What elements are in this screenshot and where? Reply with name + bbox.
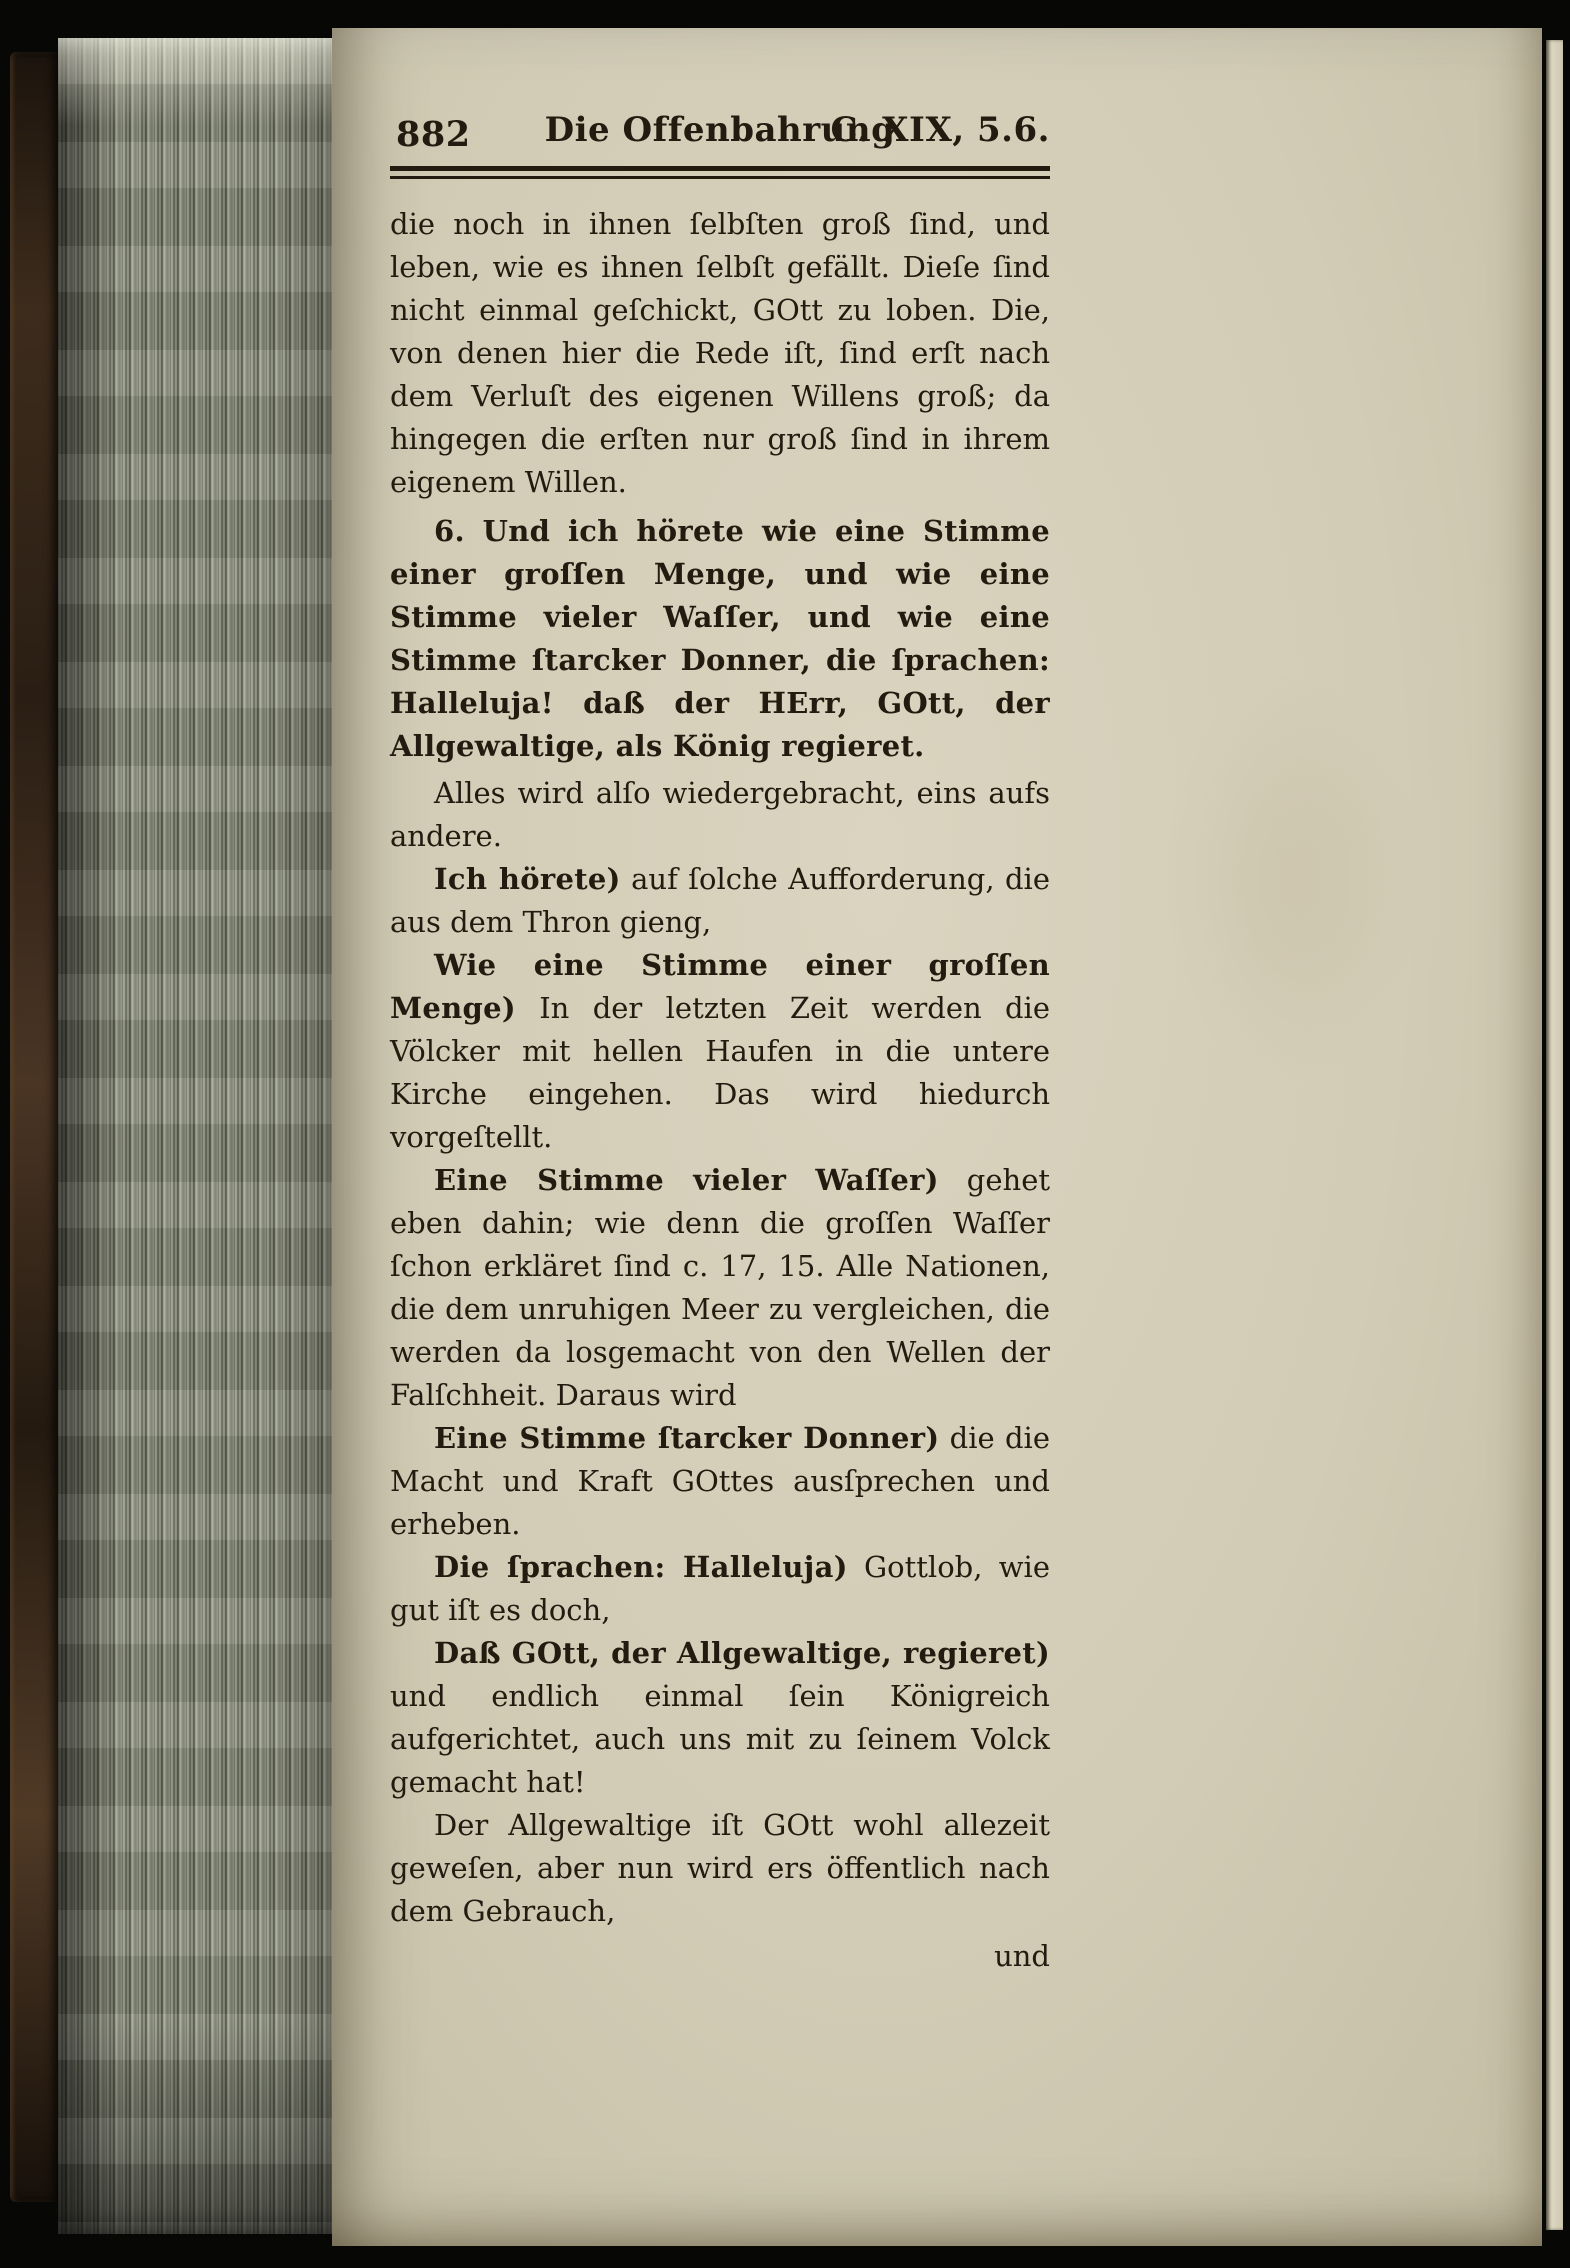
paragraph-text: gehet eben dahin; wie denn die groſſen Waſſer ſchon erkläret ſind c. 17, 15. Alle Nationen, die dem unruhigen Meer zu vergleichen, die werden da losgemacht von den Wellen der Falſchheit. Daraus wird bbox=[390, 1163, 1051, 1412]
paragraph-text: und endlich einmal ſein Königreich aufgerichtet, auch uns mit zu ſeinem Volck gemacht hat! bbox=[390, 1679, 1050, 1799]
paragraph-leadin: Daß GOtt, der Allgewaltige, regieret) bbox=[434, 1636, 1050, 1670]
paragraph-text: Gottlob, wie gut iſt es doch, bbox=[390, 1550, 1050, 1627]
page-header bbox=[390, 110, 1050, 156]
running-title: Die Offenbahrung bbox=[544, 110, 896, 150]
page-number: 882 bbox=[396, 114, 471, 155]
chapter-reference: C. XIX, 5.6. bbox=[830, 110, 1050, 150]
paragraph-leadin: Wie eine Stimme einer groſſen Menge) bbox=[390, 948, 1050, 1025]
book-page-edges bbox=[58, 38, 334, 2234]
paragraph-text: Alles wird alſo wiedergebracht, eins aufs andere. bbox=[390, 776, 1050, 853]
paragraph-text: Der Allgewaltige iſt GOtt wohl allezeit geweſen, aber nun wird ers öffentlich nach dem Gebrauch, bbox=[390, 1808, 1050, 1928]
paragraph bbox=[390, 203, 1050, 504]
paragraph bbox=[390, 1632, 1050, 1804]
text-block bbox=[390, 203, 1050, 1933]
paragraph bbox=[390, 1159, 1050, 1417]
paragraph-leadin: Eine Stimme vieler Waſſer) bbox=[434, 1163, 939, 1197]
catchword: und bbox=[994, 1939, 1050, 1973]
paragraph-leadin: Eine Stimme ſtarcker Donner) bbox=[434, 1421, 940, 1455]
verse-paragraph bbox=[390, 510, 1050, 768]
book-page bbox=[332, 28, 1542, 2246]
paragraph-text: In der letzten Zeit werden die Völcker mit hellen Haufen in die untere Kirche eingehen. Das wird hiedurch vorgeſtellt. bbox=[390, 991, 1050, 1154]
paragraph-leadin: Ich hörete) bbox=[434, 862, 621, 896]
paragraph-leadin: 6. Und ich hörete wie eine Stimme einer groſſen Menge, und wie eine Stimme vieler Waſſer, und wie eine Stimme ſtarcker Donner, die ſprachen: Halleluja! daß der HErr, GOtt, der Allgewaltige, als König regieret. bbox=[390, 514, 1050, 763]
paragraph-leadin: Die ſprachen: Halleluja) bbox=[434, 1550, 848, 1584]
book-spine bbox=[10, 52, 60, 2202]
paragraph bbox=[390, 1804, 1050, 1933]
paragraph-text: auf ſolche Aufforderung, die aus dem Thron gieng, bbox=[390, 862, 1050, 939]
paragraph bbox=[390, 772, 1050, 858]
paragraph bbox=[390, 1417, 1050, 1546]
facing-page-edge bbox=[1546, 40, 1563, 2230]
header-rule bbox=[390, 166, 1050, 179]
paragraph-text: die noch in ihnen ſelbſten groß ſind, und leben, wie es ihnen ſelbſt gefällt. Dieſe ſind nicht einmal geſchickt, GOtt zu loben. Die, von denen hier die Rede iſt, ſind erſt nach dem Verluſt des eigenen Willens groß; da hingegen die erſten nur groß ſind in ihrem eigenem Willen. bbox=[390, 207, 1050, 499]
paragraph bbox=[390, 858, 1050, 944]
paragraph bbox=[390, 944, 1050, 1159]
paragraph-text: die die Macht und Kraft GOttes ausſprechen und erheben. bbox=[390, 1421, 1050, 1541]
paragraph bbox=[390, 1546, 1050, 1632]
